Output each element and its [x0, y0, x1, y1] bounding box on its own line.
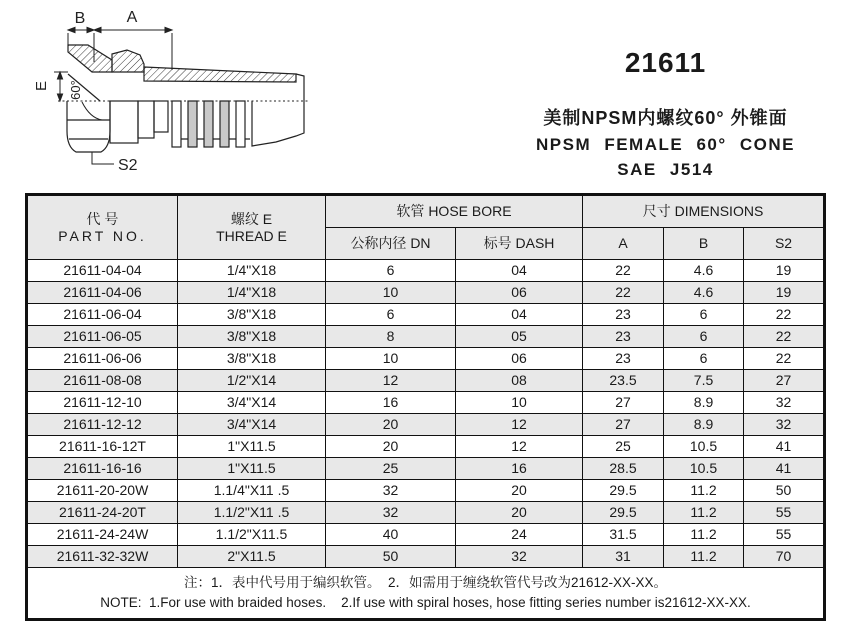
cell-a: 27 — [583, 392, 664, 414]
cell-thread: 1.1/4"X11 .5 — [178, 480, 326, 502]
cell-thread: 3/8"X18 — [178, 348, 326, 370]
spec-table — [25, 193, 826, 621]
col-header-part-cn: 代 号 — [86, 211, 119, 228]
cell-part: 21611-32-32W — [27, 546, 178, 568]
cell-part: 21611-12-10 — [27, 392, 178, 414]
cell-dash: 24 — [456, 524, 583, 546]
table-row — [27, 370, 825, 392]
cell-b: 4.6 — [664, 282, 744, 304]
cell-dn: 16 — [326, 392, 456, 414]
cell-s2: 50 — [744, 480, 825, 502]
cell-b: 11.2 — [664, 524, 744, 546]
cell-part: 21611-06-04 — [27, 304, 178, 326]
cell-b: 6 — [664, 326, 744, 348]
col-header-thread — [178, 195, 326, 260]
cell-dn: 20 — [326, 414, 456, 436]
cell-a: 23 — [583, 348, 664, 370]
cell-a: 22 — [583, 282, 664, 304]
cell-thread: 3/4"X14 — [178, 392, 326, 414]
cell-thread: 1"X11.5 — [178, 436, 326, 458]
cell-b: 8.9 — [664, 414, 744, 436]
cell-s2: 32 — [744, 414, 825, 436]
table-row — [27, 524, 825, 546]
table-notes — [27, 568, 825, 620]
cell-b: 11.2 — [664, 546, 744, 568]
table-row — [27, 502, 825, 524]
cell-b: 11.2 — [664, 502, 744, 524]
cell-b: 10.5 — [664, 436, 744, 458]
cell-b: 4.6 — [664, 260, 744, 282]
cell-dn: 32 — [326, 480, 456, 502]
product-name-en: NPSM FEMALE 60° CONE — [536, 135, 795, 154]
col-header-b: B — [664, 228, 744, 260]
cell-b: 11.2 — [664, 480, 744, 502]
cell-s2: 32 — [744, 392, 825, 414]
cell-thread: 1/2"X14 — [178, 370, 326, 392]
cell-a: 23.5 — [583, 370, 664, 392]
cell-s2: 22 — [744, 304, 825, 326]
cell-dash: 10 — [456, 392, 583, 414]
cell-b: 10.5 — [664, 458, 744, 480]
col-header-thread-cn: 螺纹 E — [230, 211, 273, 228]
table-header — [27, 195, 825, 260]
cell-dash: 12 — [456, 436, 583, 458]
col-header-thread-en: THREAD E — [216, 227, 287, 244]
cell-part: 21611-16-16 — [27, 458, 178, 480]
dim-label-s2: S2 — [118, 157, 138, 174]
s2-leader-line — [92, 152, 114, 164]
table-row — [27, 458, 825, 480]
table-row — [27, 480, 825, 502]
cell-a: 25 — [583, 436, 664, 458]
cell-s2: 41 — [744, 458, 825, 480]
cell-a: 27 — [583, 414, 664, 436]
cell-a: 31 — [583, 546, 664, 568]
title-block — [470, 47, 861, 180]
col-header-dn: 公称内径 DN — [326, 228, 456, 260]
cell-thread: 1.1/2"X11.5 — [178, 524, 326, 546]
table-row — [27, 436, 825, 458]
dim-label-e: E — [33, 80, 50, 92]
cell-dash: 16 — [456, 458, 583, 480]
cell-part: 21611-08-08 — [27, 370, 178, 392]
cell-dash: 12 — [456, 414, 583, 436]
cell-thread: 3/8"X18 — [178, 326, 326, 348]
cell-a: 28.5 — [583, 458, 664, 480]
cell-s2: 55 — [744, 502, 825, 524]
cell-thread: 3/4"X14 — [178, 414, 326, 436]
cell-thread: 1/4"X18 — [178, 260, 326, 282]
cell-b: 6 — [664, 348, 744, 370]
table-row — [27, 282, 825, 304]
cell-part: 21611-04-06 — [27, 282, 178, 304]
angle-leader-line — [82, 102, 102, 120]
cell-dash: 08 — [456, 370, 583, 392]
dim-label-a: A — [126, 9, 138, 26]
cell-thread: 1.1/2"X11 .5 — [178, 502, 326, 524]
cell-s2: 70 — [744, 546, 825, 568]
cell-a: 22 — [583, 260, 664, 282]
cell-part: 21611-06-06 — [27, 348, 178, 370]
cell-dash: 06 — [456, 348, 583, 370]
cell-dn: 25 — [326, 458, 456, 480]
cell-dn: 32 — [326, 502, 456, 524]
cell-s2: 22 — [744, 348, 825, 370]
product-name-cn: 美制NPSM内螺纹60° 外锥面 — [543, 108, 788, 128]
cell-thread: 2"X11.5 — [178, 546, 326, 568]
table-body — [27, 260, 825, 568]
cell-a: 31.5 — [583, 524, 664, 546]
cell-dn: 40 — [326, 524, 456, 546]
cell-dash: 04 — [456, 260, 583, 282]
fitting-drawing — [30, 6, 340, 191]
cell-dn: 8 — [326, 326, 456, 348]
cell-dn: 6 — [326, 304, 456, 326]
col-header-hose-bore: 软管 HOSE BORE — [326, 195, 583, 228]
cell-thread: 1"X11.5 — [178, 458, 326, 480]
cell-part: 21611-04-04 — [27, 260, 178, 282]
col-header-a: A — [583, 228, 664, 260]
cell-dash: 04 — [456, 304, 583, 326]
cell-dash: 20 — [456, 502, 583, 524]
cell-part: 21611-20-20W — [27, 480, 178, 502]
cell-dash: 06 — [456, 282, 583, 304]
cell-dash: 05 — [456, 326, 583, 348]
cell-s2: 19 — [744, 260, 825, 282]
cell-dn: 20 — [326, 436, 456, 458]
table-row — [27, 414, 825, 436]
cell-dn: 12 — [326, 370, 456, 392]
cell-a: 29.5 — [583, 480, 664, 502]
cell-dn: 10 — [326, 348, 456, 370]
cell-a: 29.5 — [583, 502, 664, 524]
col-header-s2: S2 — [744, 228, 825, 260]
table-row — [27, 392, 825, 414]
standard-ref: SAE J514 — [617, 160, 714, 179]
fitting-section-upper — [68, 45, 304, 101]
col-header-dimensions: 尺寸 DIMENSIONS — [583, 195, 825, 228]
cell-b: 6 — [664, 304, 744, 326]
model-number: 21611 — [624, 47, 707, 78]
cell-s2: 19 — [744, 282, 825, 304]
cell-part: 21611-06-05 — [27, 326, 178, 348]
angle-label: 60° — [68, 80, 83, 100]
cell-dn: 6 — [326, 260, 456, 282]
cell-dash: 32 — [456, 546, 583, 568]
cell-part: 21611-24-24W — [27, 524, 178, 546]
cell-s2: 55 — [744, 524, 825, 546]
table-row — [27, 546, 825, 568]
table-row — [27, 304, 825, 326]
cell-s2: 27 — [744, 370, 825, 392]
cell-dash: 20 — [456, 480, 583, 502]
table-row — [27, 260, 825, 282]
table-row — [27, 348, 825, 370]
cell-a: 23 — [583, 304, 664, 326]
notes-cell — [27, 568, 825, 620]
dim-label-b: B — [74, 10, 86, 27]
cell-thread: 1/4"X18 — [178, 282, 326, 304]
fitting-exterior-lower — [67, 101, 304, 152]
cell-part: 21611-12-12 — [27, 414, 178, 436]
cell-part: 21611-24-20T — [27, 502, 178, 524]
cell-s2: 22 — [744, 326, 825, 348]
cell-dn: 10 — [326, 282, 456, 304]
cell-b: 8.9 — [664, 392, 744, 414]
table-row — [27, 326, 825, 348]
cell-s2: 41 — [744, 436, 825, 458]
cell-thread: 3/8"X18 — [178, 304, 326, 326]
col-header-dash: 标号 DASH — [456, 228, 583, 260]
cell-b: 7.5 — [664, 370, 744, 392]
note-cn: 注：1．表中代号用于编织软管。 2．如需用于缠绕软管代号改为21612-XX-XX。 — [183, 575, 668, 591]
cell-part: 21611-16-12T — [27, 436, 178, 458]
col-header-part-no — [27, 195, 178, 260]
col-header-part-en: PART NO. — [58, 227, 147, 244]
cell-dn: 50 — [326, 546, 456, 568]
cell-a: 23 — [583, 326, 664, 348]
note-en: NOTE: 1.For use with braided hoses. 2.If use with spiral hoses, hose fitting series number is21612-XX-XX. — [100, 595, 751, 610]
